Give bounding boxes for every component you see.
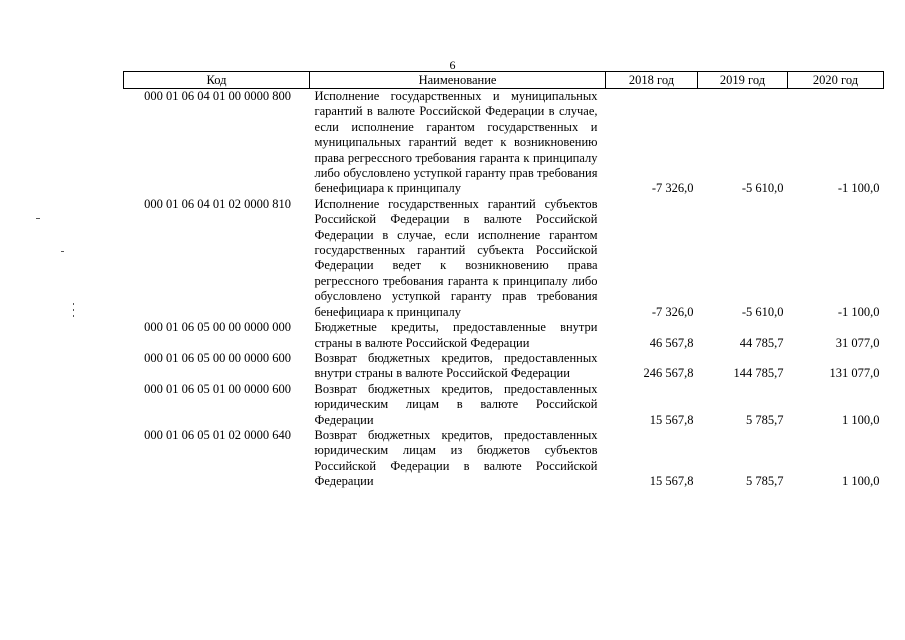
row-code: 000 01 06 05 01 02 0000 640 <box>144 427 291 442</box>
header-code: Код <box>124 72 310 89</box>
row-value-2018: 46 567,8 <box>649 335 694 350</box>
header-2019: 2019 год <box>698 72 788 89</box>
row-name: Исполнение государственных и муниципальных гарантий в валюте Российской Федерации в случае, если исполнение гарантом государственных и муниципальных гарантий ведет к возникновению права регрессного требования гаранта к принципалу либо обусловлено уступкой гаранту прав требования бенефициара к принципалу <box>314 89 598 196</box>
table-row <box>124 428 884 490</box>
row-value-2019: -5 610,0 <box>741 304 784 319</box>
row-name: Исполнение государственных гарантий субъектов Российской Федерации в валюте Российской Федерации в случае, если исполнение гарантом государственных гарантий субъекта Российской Федерации ведет к возникновению права регрессного требования гаранта к принципалу либо обусловлено уступкой гаранту прав требования бенефициара к принципалу <box>314 196 598 319</box>
row-value-2018: 15 567,8 <box>649 474 694 489</box>
scan-mark <box>36 218 40 219</box>
row-name: Бюджетные кредиты, предоставленные внутри страны в валюте Российской Федерации <box>314 320 598 350</box>
table-row <box>124 382 884 428</box>
row-value-2019: -5 610,0 <box>741 181 784 196</box>
row-code: 000 01 06 05 00 00 0000 000 <box>144 320 291 335</box>
table-row <box>124 320 884 351</box>
row-value-2019: 44 785,7 <box>739 335 784 350</box>
row-value-2019: 5 785,7 <box>746 412 784 427</box>
table-row <box>124 197 884 320</box>
page-number: 6 <box>449 58 456 72</box>
row-name: Возврат бюджетных кредитов, предоставленных юридическим лицам из бюджетов субъектов Российской Федерации в валюте Российской Федерации <box>314 427 598 489</box>
row-value-2019: 5 785,7 <box>746 474 784 489</box>
table-row <box>124 89 884 197</box>
scan-mark <box>73 303 74 305</box>
row-value-2020: 1 100,0 <box>842 412 880 427</box>
row-value-2018: 15 567,8 <box>649 412 694 427</box>
row-value-2020: 131 077,0 <box>829 366 880 381</box>
row-value-2020: 31 077,0 <box>835 335 880 350</box>
budget-sources-table <box>123 71 884 490</box>
row-value-2018: 246 567,8 <box>643 366 694 381</box>
row-code: 000 01 06 05 00 00 0000 600 <box>144 350 291 365</box>
scan-mark <box>61 251 64 252</box>
scan-mark <box>73 315 74 317</box>
row-value-2018: -7 326,0 <box>651 304 694 319</box>
row-code: 000 01 06 04 01 02 0000 810 <box>144 196 291 211</box>
row-name: Возврат бюджетных кредитов, предоставленных юридическим лицам в валюте Российской Федерации <box>314 381 598 427</box>
table-header-row <box>124 72 884 89</box>
row-value-2018: -7 326,0 <box>651 181 694 196</box>
row-value-2020: -1 100,0 <box>837 181 880 196</box>
scan-mark <box>73 309 74 311</box>
row-value-2020: 1 100,0 <box>842 474 880 489</box>
row-code: 000 01 06 05 01 00 0000 600 <box>144 381 291 396</box>
header-2018: 2018 год <box>606 72 698 89</box>
row-value-2020: -1 100,0 <box>837 304 880 319</box>
table-row <box>124 351 884 382</box>
header-2020: 2020 год <box>788 72 884 89</box>
row-value-2019: 144 785,7 <box>733 366 784 381</box>
header-name: Наименование <box>310 72 606 89</box>
row-code: 000 01 06 04 01 00 0000 800 <box>144 89 291 103</box>
row-name: Возврат бюджетных кредитов, предоставленных внутри страны в валюте Российской Федерации <box>314 350 598 381</box>
